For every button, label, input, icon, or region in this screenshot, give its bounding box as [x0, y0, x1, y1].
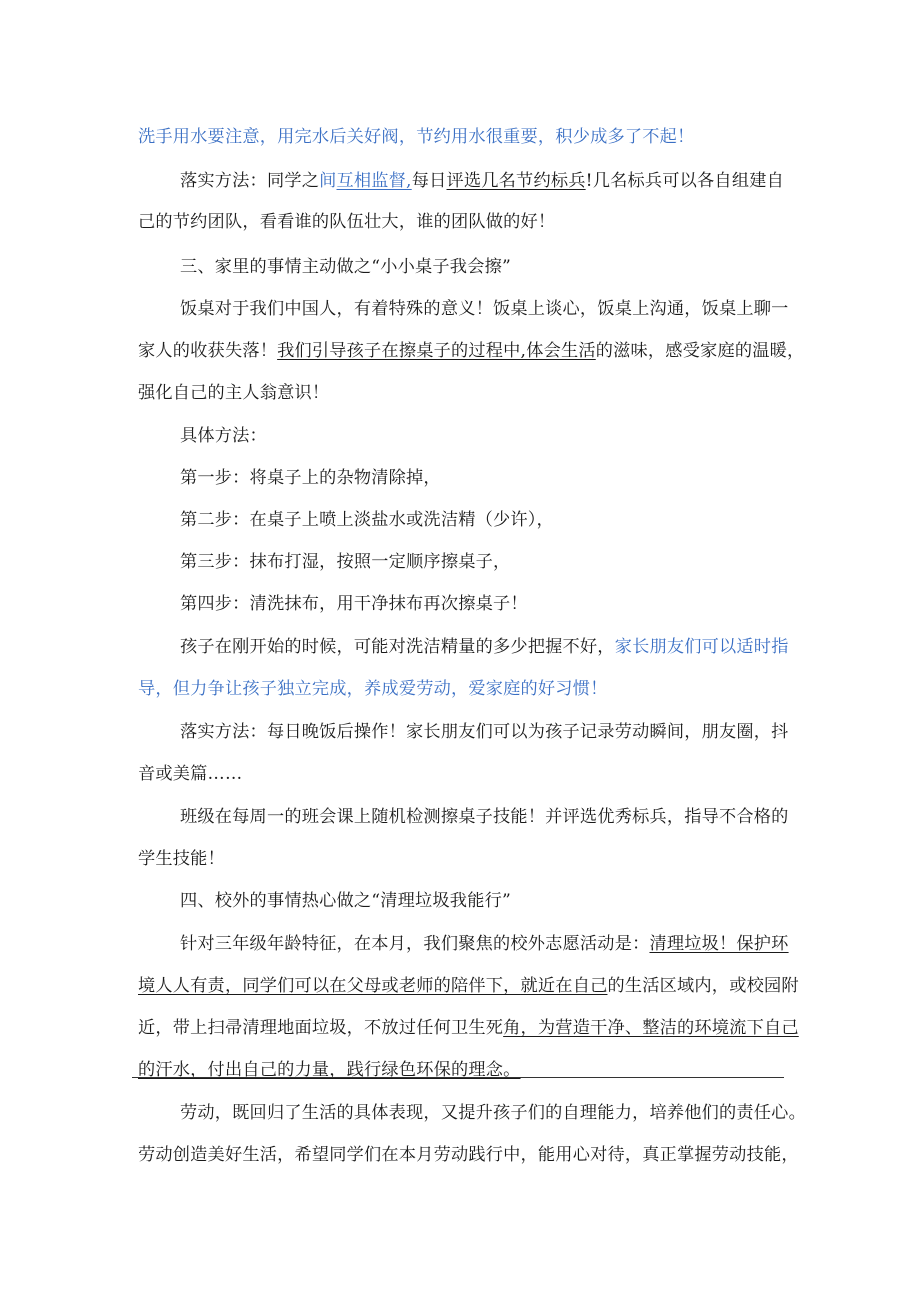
method-label: 具体方法： — [180, 426, 267, 446]
text-segment-underline: 评选几名节约标兵 — [446, 171, 586, 191]
paragraph-guidance-line1 — [180, 635, 789, 659]
paragraph-table-line3: 强化自己的主人翁意识！ — [138, 383, 330, 403]
step-3: 第三步：抹布打湿，按照一定顺序擦桌子， — [180, 552, 511, 572]
text-segment: 针对三年级年龄特征，在本月，我们聚焦的校外志愿活动是： — [180, 934, 650, 954]
text-segment: 近，带上扫帚清理地面垃圾，不放过任何卫生死 — [138, 1018, 504, 1038]
paragraph-summary-line1: 劳动，既回归了生活的具体表现，又提升孩子们的自理能力，培养他们的责任心。 — [180, 1103, 806, 1123]
section-heading-4: 四、校外的事情热心做之“清理垃圾我能行” — [180, 891, 511, 911]
paragraph-volunteer-line4: 的汗水，付出自己的力量，践行绿色环保的理念。 — [138, 1060, 521, 1080]
paragraph-summary-line2: 劳动创造美好生活，希望同学们在本月劳动践行中，能用心对待，真正掌握劳动技能， — [138, 1145, 799, 1165]
paragraph-guidance-line2: 导，但力争让孩子独立完成，养成爱劳动，爱家庭的好习惯！ — [138, 679, 608, 699]
paragraph-volunteer-line2 — [138, 974, 799, 998]
text-segment: 的生活区域内，或校园附 — [607, 976, 799, 996]
paragraph-method2-line1: 落实方法：每日晚饭后操作！家长朋友们可以为孩子记录劳动瞬间，朋友圈，抖 — [180, 722, 789, 742]
text-segment: 的滋味，感受家庭的温暖， — [595, 341, 805, 361]
text-segment-underline: 就近在自己 — [520, 976, 608, 996]
paragraph-table-line1: 饭桌对于我们中国人，有着特殊的意义！饭桌上谈心，饭桌上沟通，饭桌上聊一 — [180, 299, 789, 319]
text-segment-underline: 我们引导孩子在擦桌子的过程中,体会生活 — [277, 341, 596, 361]
step-4: 第四步：清洗抹布，用干净抹布再次擦桌子！ — [180, 594, 528, 614]
text-segment: 每日 — [411, 171, 447, 191]
text-segment: 家人的收获失落！ — [138, 341, 278, 361]
paragraph-table-line2 — [138, 339, 804, 363]
text-segment: !几名标兵可以各自组建自 — [585, 171, 784, 191]
section-heading-3: 三、家里的事情主动做之“小小桌子我会擦” — [180, 257, 511, 277]
text-segment: 孩子在刚开始的时候，可能对洗洁精量的多少把握不好， — [180, 637, 615, 657]
paragraph-water-line1: 洗手用水要注意，用完水后关好阀，节约用水很重要，积少成多了不起！ — [138, 127, 695, 147]
paragraph-class-line1: 班级在每周一的班会课上随机检测擦桌子技能！并评选优秀标兵，指导不合格的 — [180, 807, 789, 827]
step-1: 第一步：将桌子上的杂物清除掉， — [180, 468, 441, 488]
paragraph-method2-line2: 音或美篇…… — [138, 764, 243, 784]
paragraph-class-line2: 学生技能！ — [138, 849, 225, 869]
text-segment: 落实方法：同学之 — [180, 171, 320, 191]
text-segment-underline: ，为营造干净、整洁的环境流下自己 — [520, 1018, 799, 1038]
text-segment-blue-underline: 互相监督, — [336, 171, 412, 191]
paragraph-volunteer-line3 — [138, 1016, 799, 1040]
step-2: 第二步：在桌子上喷上淡盐水或洗洁精（少许）， — [180, 510, 554, 530]
horizontal-divider — [132, 1077, 784, 1078]
paragraph-volunteer-line1 — [180, 932, 789, 956]
text-segment-blue: 家长朋友们可以适时指 — [614, 637, 789, 657]
paragraph-method1-line2: 己的节约团队，看看谁的队伍壮大，谁的团队做的好！ — [138, 212, 556, 232]
text-segment-underline: 清理垃圾！保护环 — [649, 934, 789, 954]
text-segment-blue: 间 — [319, 171, 337, 191]
text-segment-underline: 境人人有责，同学们可以在父母或老师的陪伴下， — [138, 976, 521, 996]
text-segment-underline: 角 — [503, 1018, 521, 1038]
paragraph-method1-line1 — [180, 169, 784, 193]
